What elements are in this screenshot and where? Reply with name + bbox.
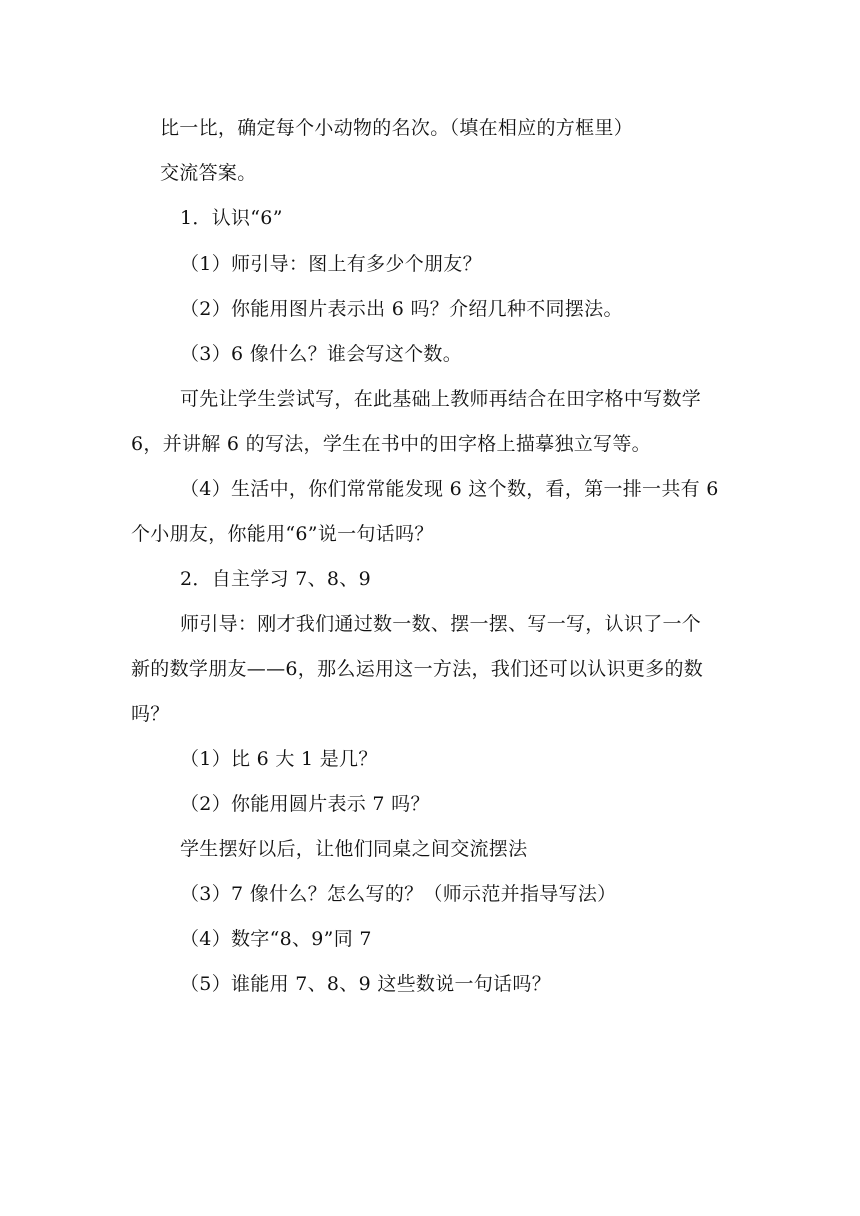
heading-know-6: 1．认识“6” [180,207,283,229]
item-4-numbers-8-9: （4）数字“8、9”同 7 [180,928,372,950]
item-2-show-6: （2）你能用图片表示出 6 吗？介绍几种不同摆法。 [180,298,623,320]
paragraph-teacher-guide-line1: 师引导：刚才我们通过数一数、摆一摆、写一写，认识了一个 [180,613,702,635]
paragraph-teacher-guide-line3: 吗？ [131,703,170,725]
item-4-life-line1: （4）生活中，你们常常能发现 6 这个数，看，第一排一共有 6 [180,478,719,500]
item-1-one-more-than-6: （1）比 6 大 1 是几？ [180,748,378,770]
item-4-life-line2: 个小朋友，你能用“6”说一句话吗？ [131,523,434,545]
paragraph-students-exchange: 学生摆好以后，让他们同桌之间交流摆法 [180,838,528,860]
item-3-what-7-looks-like: （3）7 像什么？怎么写的？（师示范并指导写法） [180,883,617,905]
item-5-say-sentence: （5）谁能用 7、8、9 这些数说一句话吗？ [180,973,552,995]
item-3-what-6-looks-like: （3）6 像什么？谁会写这个数。 [180,343,463,365]
paragraph-try-writing-line1: 可先让学生尝试写，在此基础上教师再结合在田字格中写数学 [180,388,702,410]
paragraph-exchange-answers: 交流答案。 [160,162,257,184]
paragraph-try-writing-line2: 6，并讲解 6 的写法，学生在书中的田字格上描摹独立写等。 [131,433,651,455]
item-2-show-7: （2）你能用圆片表示 7 吗？ [180,793,430,815]
heading-learn-789: 2．自主学习 7、8、9 [180,568,371,590]
paragraph-teacher-guide-line2: 新的数学朋友——6，那么运用这一方法，我们还可以认识更多的数 [131,658,704,680]
paragraph-compare-animals: 比一比，确定每个小动物的名次。（填在相应的方框里） [160,117,634,139]
item-1-how-many-friends: （1）师引导：图上有多少个朋友？ [180,253,482,275]
